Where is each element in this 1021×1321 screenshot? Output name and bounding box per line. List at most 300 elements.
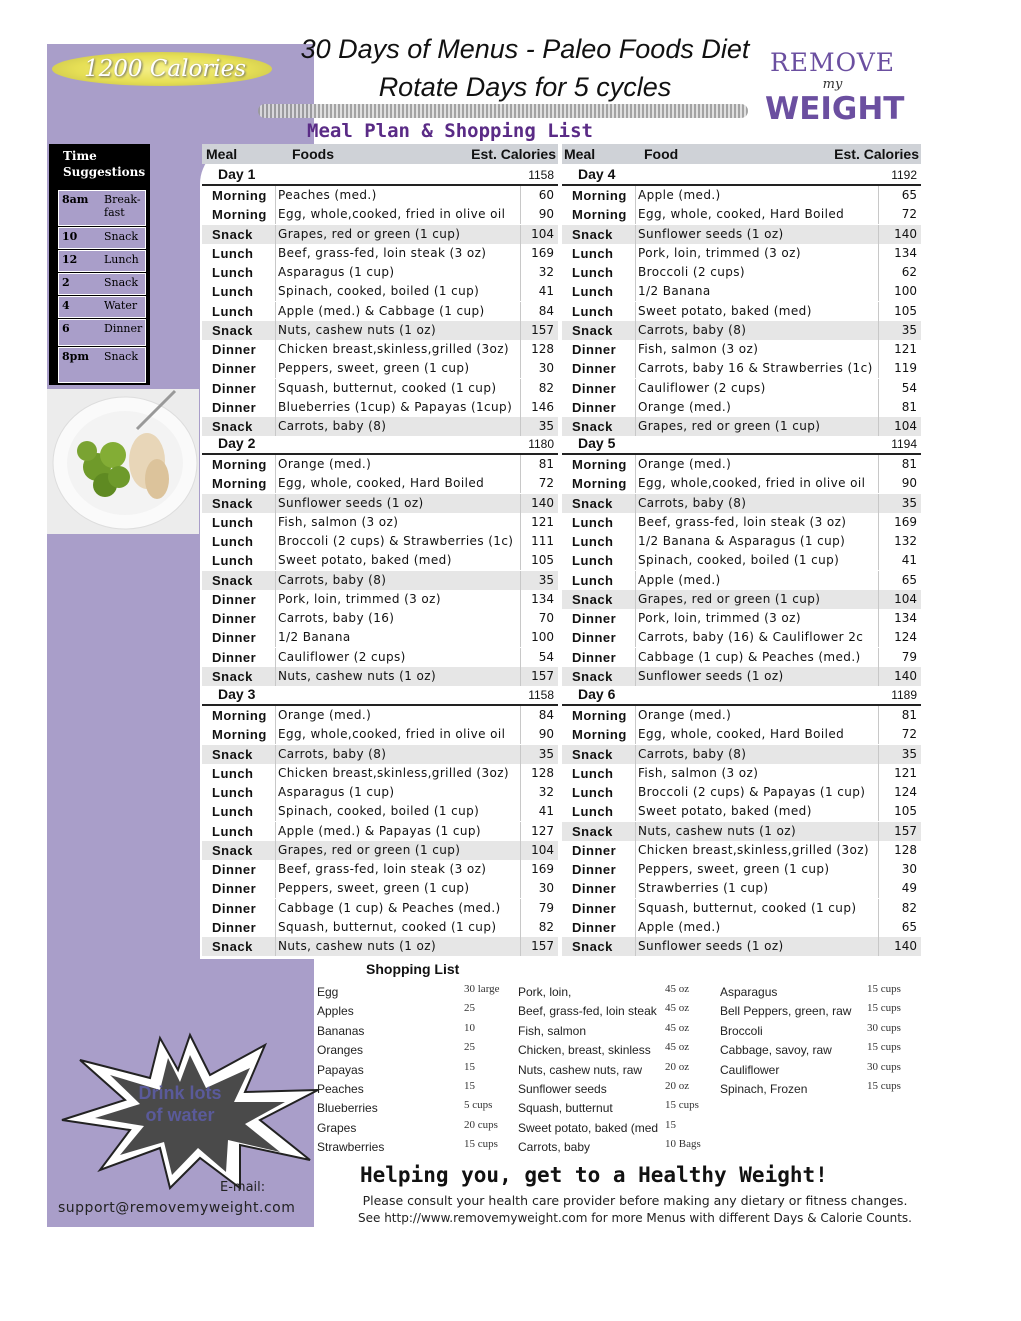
column-divider: [275, 551, 276, 570]
meal-row: [202, 841, 558, 860]
meal-time: Snack: [212, 746, 253, 762]
shopping-quantity: 5 cups: [464, 1099, 493, 1112]
time-meal-label: Snack: [104, 276, 139, 289]
meal-time: Dinner: [572, 380, 617, 396]
shopping-item: Chicken, breast, skinless: [518, 1043, 651, 1058]
column-divider: [878, 302, 879, 321]
meal-time: Snack: [212, 939, 253, 954]
column-divider: [635, 379, 636, 398]
meal-calories: 54: [901, 380, 917, 395]
meal-calories: 65: [901, 572, 917, 587]
meal-food: Fish, salmon (3 oz): [638, 765, 759, 780]
meal-calories: 81: [901, 708, 917, 722]
column-divider: [635, 648, 636, 667]
meal-row: [562, 494, 921, 513]
meal-row: [202, 513, 558, 532]
table-header-left: [202, 144, 558, 164]
meal-food: 1/2 Banana: [638, 284, 711, 299]
meal-row: [202, 571, 558, 590]
column-divider: [275, 321, 276, 340]
shopping-item: Grapes: [317, 1120, 357, 1135]
meal-row: [202, 379, 558, 398]
shopping-quantity: 15 cups: [464, 1138, 498, 1151]
meal-food: Orange (med.): [638, 708, 732, 722]
column-divider: [878, 822, 879, 841]
meal-time: Snack: [572, 746, 613, 762]
header-meal: Meal: [564, 146, 596, 162]
meal-food: Nuts, cashew nuts (1 oz): [278, 939, 437, 953]
shopping-quantity: 45 oz: [665, 1002, 690, 1015]
column-divider: [275, 609, 276, 628]
meal-food: Blueberries (1cup) & Papayas (1cup): [278, 399, 513, 414]
decorative-stripe: [258, 104, 748, 118]
meal-row: [202, 590, 558, 609]
day-total-calories: 1194: [891, 437, 917, 451]
column-divider: [520, 628, 521, 647]
time-value: 12: [62, 253, 78, 266]
meal-time: Dinner: [572, 361, 617, 377]
shopping-item: Egg: [317, 985, 339, 999]
meal-time: Dinner: [212, 380, 257, 396]
meal-calories: 105: [894, 804, 917, 819]
meal-row: [202, 359, 558, 378]
column-divider: [275, 841, 276, 860]
meal-row: [202, 648, 558, 667]
meal-food: Fish, salmon (3 oz): [638, 342, 759, 356]
meal-time: Lunch: [212, 514, 254, 530]
column-divider: [520, 340, 521, 359]
meal-time: Dinner: [572, 919, 617, 935]
meal-food: Sunflower seeds (1 oz): [638, 939, 784, 953]
meal-time: Lunch: [212, 534, 254, 549]
column-divider: [878, 398, 879, 417]
shopping-item: Sweet potato, baked (med: [518, 1120, 659, 1135]
meal-row: [562, 263, 921, 282]
meal-calories: 62: [901, 265, 917, 279]
shopping-quantity: 30 cups: [867, 1021, 901, 1034]
website-link[interactable]: See http://www.removemyweight.com for more Menus with different Days & Calorie Counts.: [358, 1211, 912, 1225]
shopping-item: Carrots, baby: [518, 1140, 591, 1155]
meal-food: Egg, whole, cooked, Hard Boiled: [638, 727, 845, 742]
meal-row: [562, 802, 921, 821]
column-divider: [275, 302, 276, 321]
column-divider: [878, 648, 879, 667]
shopping-quantity: 20 cups: [464, 1118, 498, 1131]
meal-time: Morning: [212, 207, 267, 223]
broccoli-chicken-plate-icon: [47, 389, 199, 534]
meal-food: Egg, whole, cooked, Hard Boiled: [638, 207, 845, 222]
column-divider: [275, 937, 276, 956]
meal-calories: 65: [901, 919, 917, 934]
column-divider: [275, 205, 276, 224]
column-divider: [878, 532, 879, 551]
meal-calories: 72: [538, 476, 554, 491]
meal-calories: 157: [531, 939, 554, 953]
meal-time: Dinner: [212, 881, 257, 897]
time-value: 6: [62, 322, 70, 335]
shopping-item: Spinach, Frozen: [720, 1082, 808, 1096]
meal-food: Pork, loin, trimmed (3 oz): [278, 591, 441, 606]
meal-time: Dinner: [572, 649, 617, 665]
meal-time: Lunch: [212, 785, 254, 800]
meal-row: [202, 937, 558, 956]
meal-calories: 140: [894, 226, 917, 241]
column-divider: [635, 918, 636, 937]
meal-calories: 35: [901, 495, 917, 510]
column-divider: [878, 340, 879, 359]
meal-food: Cabbage (1 cup) & Peaches (med.): [278, 900, 501, 915]
column-divider: [275, 667, 276, 686]
column-divider: [878, 802, 879, 821]
column-divider: [275, 494, 276, 513]
meal-time: Dinner: [572, 881, 617, 897]
column-divider: [878, 186, 879, 205]
meal-time: Dinner: [212, 649, 257, 665]
meal-food: Apple (med.) & Papayas (1 cup): [278, 823, 482, 838]
meal-food: Cauliflower (2 cups): [278, 649, 406, 664]
column-divider: [520, 571, 521, 590]
meal-calories: 121: [531, 514, 554, 529]
column-divider: [275, 822, 276, 841]
meal-food: Chicken breast,skinless,grilled (3oz): [278, 342, 510, 356]
shopping-quantity: 15 cups: [665, 1099, 699, 1112]
meal-row: [202, 706, 558, 725]
meal-food: Spinach, cooked, boiled (1 cup): [278, 804, 480, 819]
meal-calories: 79: [901, 649, 917, 664]
time-row: [58, 227, 146, 249]
meal-time: Lunch: [572, 804, 614, 820]
meal-time: Lunch: [212, 804, 254, 820]
column-divider: [635, 359, 636, 378]
meal-food: Carrots, baby 16 & Strawberries (1c): [638, 361, 873, 376]
meal-food: Nuts, cashew nuts (1 oz): [638, 823, 797, 838]
column-divider: [635, 494, 636, 513]
column-divider: [878, 860, 879, 879]
meal-time: Lunch: [572, 553, 614, 569]
column-divider: [635, 186, 636, 205]
meal-food: 1/2 Banana & Asparagus (1 cup): [638, 534, 846, 548]
meal-row: [562, 379, 921, 398]
column-divider: [275, 571, 276, 590]
meal-row: [562, 764, 921, 783]
meal-food: Egg, whole,cooked, fried in olive oil: [278, 727, 506, 742]
column-divider: [878, 841, 879, 860]
time-value: 8am: [62, 193, 89, 206]
column-divider: [635, 764, 636, 783]
column-divider: [878, 513, 879, 532]
meal-row: [562, 783, 921, 802]
meal-calories: 157: [531, 668, 554, 683]
column-divider: [275, 918, 276, 937]
brand-logo-mid: my: [822, 77, 843, 92]
meal-calories: 35: [538, 572, 554, 587]
meal-calories: 60: [538, 188, 554, 202]
shopping-quantity: 25: [464, 1002, 475, 1015]
meal-row: [562, 532, 921, 551]
meal-time: Snack: [212, 495, 253, 511]
shopping-quantity: 25: [464, 1041, 475, 1054]
day-label: Day 4: [578, 166, 616, 182]
email-address[interactable]: support@removemyweight.com: [58, 1200, 296, 1216]
meal-calories: 169: [894, 514, 917, 529]
meal-food: Carrots, baby (8): [278, 746, 387, 761]
meal-time: Dinner: [572, 900, 617, 916]
column-divider: [520, 225, 521, 244]
column-divider: [878, 571, 879, 590]
meal-food: Grapes, red or green (1 cup): [278, 842, 461, 857]
column-divider: [635, 244, 636, 263]
column-divider: [275, 745, 276, 764]
column-divider: [878, 590, 879, 609]
meal-row: [202, 302, 558, 321]
column-divider: [520, 745, 521, 764]
column-divider: [520, 494, 521, 513]
column-divider: [275, 225, 276, 244]
time-meal-label: Water: [104, 299, 138, 312]
column-divider: [878, 474, 879, 493]
time-row: [58, 347, 146, 383]
meal-row: [202, 244, 558, 263]
meal-food: Nuts, cashew nuts (1 oz): [278, 668, 437, 683]
day-total-calories: 1189: [891, 688, 917, 702]
meal-food: Peppers, sweet, green (1 cup): [638, 862, 830, 876]
meal-time: Lunch: [212, 284, 254, 300]
meal-calories: 35: [538, 419, 554, 433]
meal-food: Carrots, baby (8): [278, 419, 387, 433]
column-divider: [635, 282, 636, 301]
meal-calories: 30: [901, 862, 917, 876]
meal-time: Lunch: [212, 553, 254, 569]
meal-food: Fish, salmon (3 oz): [278, 514, 399, 529]
column-divider: [635, 571, 636, 590]
meal-time: Dinner: [212, 900, 257, 916]
meal-row: [562, 398, 921, 417]
meal-row: [562, 321, 921, 340]
meal-food: Apple (med.): [638, 919, 721, 934]
meal-row: [202, 802, 558, 821]
meal-row: [562, 551, 921, 570]
meal-food: 1/2 Banana: [278, 630, 351, 645]
day-label: Day 2: [218, 435, 256, 451]
meal-time: Morning: [212, 727, 267, 743]
column-divider: [275, 186, 276, 205]
column-divider: [878, 899, 879, 918]
meal-time: Dinner: [212, 919, 257, 935]
page-title-line2: Rotate Days for 5 cycles: [378, 72, 672, 102]
meal-calories: 70: [538, 611, 554, 625]
column-divider: [520, 899, 521, 918]
meal-time: Snack: [212, 322, 253, 338]
header-calories: Est. Calories: [471, 146, 556, 162]
meal-row: [202, 822, 558, 841]
shopping-quantity: 30 cups: [867, 1060, 901, 1073]
meal-time: Lunch: [212, 765, 254, 781]
meal-time: Morning: [572, 727, 627, 743]
water-reminder-line1: Drink lots: [138, 1083, 222, 1103]
meal-calories: 128: [531, 765, 554, 780]
meal-food: Beef, grass-fed, loin steak (3 oz): [638, 514, 847, 529]
meal-time: Lunch: [572, 514, 614, 530]
table-header-right: [562, 144, 921, 164]
meal-row: [562, 186, 921, 205]
column-divider: [878, 205, 879, 224]
meal-calories: 119: [894, 361, 917, 376]
column-divider: [520, 244, 521, 263]
meal-time: Morning: [572, 476, 627, 492]
meal-time: Lunch: [572, 245, 614, 261]
meal-time: Snack: [212, 572, 253, 588]
meal-food: Sweet potato, baked (med): [278, 553, 452, 568]
shopping-item: Nuts, cashew nuts, raw: [518, 1062, 643, 1077]
shopping-quantity: 15 cups: [867, 1080, 901, 1092]
shopping-item: Pork, loin,: [518, 985, 572, 999]
shopping-quantity: 45 oz: [665, 983, 690, 995]
day-header: [202, 166, 558, 186]
column-divider: [520, 513, 521, 532]
meal-food: Chicken breast,skinless,grilled (3oz): [638, 842, 870, 857]
meal-food: Peppers, sweet, green (1 cup): [278, 361, 470, 376]
column-divider: [635, 398, 636, 417]
calories-badge-text: 1200 Calories: [83, 56, 247, 82]
meal-row: [202, 186, 558, 205]
meal-row: [202, 860, 558, 879]
water-reminder: [110, 1082, 250, 1126]
column-divider: [635, 551, 636, 570]
column-divider: [635, 263, 636, 282]
meal-calories: 134: [531, 591, 554, 606]
meal-food: Pork, loin, trimmed (3 oz): [638, 245, 801, 260]
meal-time: Morning: [212, 188, 267, 203]
meal-row: [562, 474, 921, 493]
shopping-item: Broccoli: [720, 1023, 763, 1038]
column-divider: [878, 321, 879, 340]
time-row: [58, 190, 146, 226]
disclaimer: Please consult your health care provider before making any dietary or fitness changes.: [362, 1193, 908, 1208]
meal-row: [202, 899, 558, 918]
day-label: Day 1: [218, 166, 256, 182]
meal-food: Beef, grass-fed, loin steak (3 oz): [278, 862, 487, 876]
meal-calories: 32: [538, 785, 554, 799]
meal-calories: 82: [538, 380, 554, 395]
meal-time: Snack: [572, 668, 613, 684]
meal-time: Snack: [212, 226, 253, 242]
meal-food: Apple (med.): [638, 188, 721, 202]
meal-food: Broccoli (2 cups) & Papayas (1 cup): [638, 785, 866, 799]
column-divider: [635, 455, 636, 474]
meal-calories: 41: [538, 804, 554, 819]
meal-row: [562, 822, 921, 841]
meal-row: [562, 648, 921, 667]
meal-calories: 134: [894, 245, 917, 260]
meal-time: Snack: [572, 495, 613, 511]
meal-row: [562, 571, 921, 590]
meal-time: Snack: [212, 668, 253, 684]
column-divider: [520, 783, 521, 802]
shopping-item: Cauliflower: [720, 1062, 780, 1077]
column-divider: [275, 359, 276, 378]
meal-time: Snack: [572, 591, 613, 607]
column-divider: [878, 609, 879, 628]
column-divider: [635, 609, 636, 628]
meal-time: Morning: [572, 188, 627, 203]
meal-row: [562, 841, 921, 860]
column-divider: [878, 764, 879, 783]
meal-time: Lunch: [212, 303, 254, 319]
column-divider: [635, 590, 636, 609]
meal-row: [562, 359, 921, 378]
meal-time: Snack: [212, 842, 253, 858]
time-meal-label: Snack: [104, 230, 139, 243]
column-divider: [635, 417, 636, 436]
column-divider: [275, 417, 276, 436]
meal-row: [202, 417, 558, 436]
meal-calories: 140: [531, 495, 554, 510]
column-divider: [635, 745, 636, 764]
meal-food: Spinach, cooked, boiled (1 cup): [638, 553, 840, 568]
column-divider: [878, 745, 879, 764]
column-divider: [878, 455, 879, 474]
meal-food: Orange (med.): [638, 457, 732, 471]
column-divider: [520, 667, 521, 686]
meal-food: Peppers, sweet, green (1 cup): [278, 881, 470, 896]
meal-row: [202, 918, 558, 937]
meal-calories: 32: [538, 265, 554, 279]
column-divider: [635, 474, 636, 493]
meal-row: [562, 899, 921, 918]
shopping-quantity: 15: [665, 1118, 676, 1131]
column-divider: [275, 802, 276, 821]
shopping-quantity: 15 cups: [867, 1041, 901, 1054]
meal-time: Dinner: [572, 862, 617, 877]
column-divider: [635, 628, 636, 647]
shopping-item: Beef, grass-fed, loin steak: [518, 1004, 657, 1019]
meal-calories: 104: [894, 591, 917, 606]
column-divider: [520, 764, 521, 783]
column-divider: [878, 263, 879, 282]
column-divider: [635, 879, 636, 898]
time-row: [58, 250, 146, 272]
column-divider: [520, 802, 521, 821]
meal-food: Orange (med.): [638, 399, 732, 414]
column-divider: [635, 802, 636, 821]
time-row: [58, 273, 146, 295]
meal-row: [562, 745, 921, 764]
meal-food: Beef, grass-fed, loin steak (3 oz): [278, 245, 487, 260]
meal-food: Pork, loin, trimmed (3 oz): [638, 611, 801, 625]
meal-time: Dinner: [212, 342, 257, 357]
column-divider: [635, 706, 636, 725]
meal-food: Apple (med.): [638, 572, 721, 587]
shopping-quantity: 45 oz: [665, 1041, 690, 1054]
shopping-item: Apples: [317, 1004, 354, 1019]
meal-row: [202, 474, 558, 493]
meal-calories: 90: [538, 727, 554, 742]
column-divider: [275, 532, 276, 551]
meal-time: Lunch: [572, 265, 614, 280]
column-divider: [275, 783, 276, 802]
meal-food: Chicken breast,skinless,grilled (3oz): [278, 765, 510, 780]
meal-time: Dinner: [572, 842, 617, 858]
meal-calories: 169: [531, 862, 554, 876]
meal-food: Grapes, red or green (1 cup): [278, 226, 461, 241]
day-total-calories: 1158: [528, 688, 554, 702]
food-photo: [47, 389, 199, 534]
meal-food: Carrots, baby (8): [638, 495, 747, 510]
column-divider: [520, 359, 521, 378]
meal-food: Carrots, baby (8): [638, 322, 747, 337]
meal-time: Dinner: [212, 611, 257, 626]
column-divider: [275, 764, 276, 783]
